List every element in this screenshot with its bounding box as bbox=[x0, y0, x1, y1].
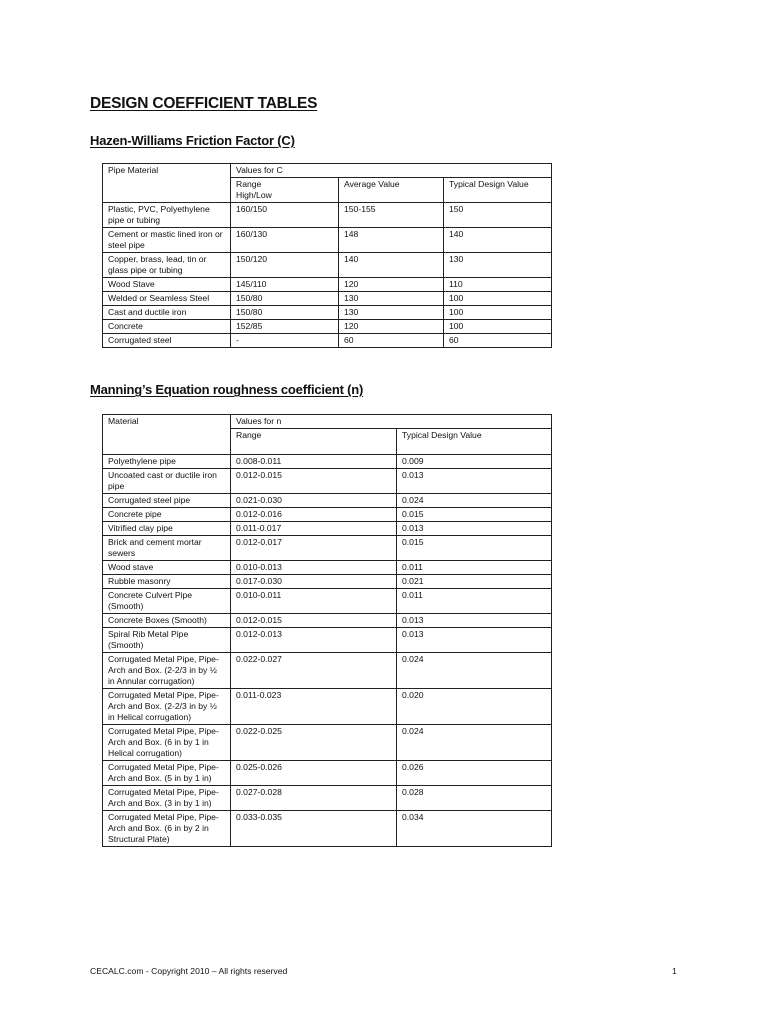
value-cell: 130 bbox=[444, 253, 552, 278]
value-cell: 0.013 bbox=[397, 469, 552, 494]
material-cell: Corrugated steel bbox=[103, 334, 231, 348]
value-cell: 0.015 bbox=[397, 536, 552, 561]
table-row bbox=[103, 575, 552, 589]
value-cell: 150/80 bbox=[231, 306, 339, 320]
table-row bbox=[103, 536, 552, 561]
value-cell: 0.010-0.011 bbox=[231, 589, 397, 614]
value-cell: 0.020 bbox=[397, 689, 552, 725]
value-cell: 0.017-0.030 bbox=[231, 575, 397, 589]
table-row bbox=[103, 292, 552, 306]
value-cell: 130 bbox=[339, 306, 444, 320]
value-cell: 0.024 bbox=[397, 725, 552, 761]
value-cell: 60 bbox=[339, 334, 444, 348]
table-row bbox=[103, 725, 552, 761]
value-cell: 0.024 bbox=[397, 653, 552, 689]
value-cell: 0.015 bbox=[397, 508, 552, 522]
table-row bbox=[103, 628, 552, 653]
table-row bbox=[103, 614, 552, 628]
value-cell: 100 bbox=[444, 292, 552, 306]
value-cell: 0.012-0.016 bbox=[231, 508, 397, 522]
value-cell: 0.025-0.026 bbox=[231, 761, 397, 786]
material-cell: Concrete Culvert Pipe (Smooth) bbox=[103, 589, 231, 614]
material-cell: Welded or Seamless Steel bbox=[103, 292, 231, 306]
value-cell: 0.022-0.027 bbox=[231, 653, 397, 689]
column-header-typical: Typical Design Value bbox=[397, 429, 552, 455]
table-row bbox=[103, 320, 552, 334]
material-cell: Corrugated Metal Pipe, Pipe-Arch and Box. (3 in by 1 in) bbox=[103, 786, 231, 811]
table-row bbox=[103, 653, 552, 689]
value-cell: 60 bbox=[444, 334, 552, 348]
material-cell: Corrugated Metal Pipe, Pipe-Arch and Box. (6 in by 2 in Structural Plate) bbox=[103, 811, 231, 847]
value-cell: 130 bbox=[339, 292, 444, 306]
value-cell: 120 bbox=[339, 278, 444, 292]
column-header-material: Material bbox=[103, 415, 231, 455]
value-cell: 0.009 bbox=[397, 455, 552, 469]
value-cell: 150/120 bbox=[231, 253, 339, 278]
material-cell: Rubble masonry bbox=[103, 575, 231, 589]
hazen-williams-heading: Hazen-Williams Friction Factor (C) bbox=[90, 133, 295, 148]
table-row bbox=[103, 522, 552, 536]
value-cell: 0.012-0.015 bbox=[231, 614, 397, 628]
column-header-range: Range High/Low bbox=[231, 178, 339, 203]
value-cell: 100 bbox=[444, 306, 552, 320]
table-row bbox=[103, 508, 552, 522]
value-cell: 0.013 bbox=[397, 614, 552, 628]
value-cell: 145/110 bbox=[231, 278, 339, 292]
material-cell: Corrugated Metal Pipe, Pipe-Arch and Box. (5 in by 1 in) bbox=[103, 761, 231, 786]
value-cell: 140 bbox=[339, 253, 444, 278]
manning-table bbox=[102, 414, 552, 847]
table-row bbox=[103, 589, 552, 614]
value-cell: 140 bbox=[444, 228, 552, 253]
material-cell: Cement or mastic lined iron or steel pipe bbox=[103, 228, 231, 253]
table-row bbox=[103, 494, 552, 508]
value-cell: 0.033-0.035 bbox=[231, 811, 397, 847]
value-cell: 148 bbox=[339, 228, 444, 253]
material-cell: Corrugated Metal Pipe, Pipe-Arch and Box. (6 in by 1 in Helical corrugation) bbox=[103, 725, 231, 761]
value-cell: 0.034 bbox=[397, 811, 552, 847]
material-cell: Wood Stave bbox=[103, 278, 231, 292]
table-row bbox=[103, 761, 552, 786]
column-header-typical: Typical Design Value bbox=[444, 178, 552, 203]
column-header-material: Pipe Material bbox=[103, 164, 231, 203]
value-cell: 150/80 bbox=[231, 292, 339, 306]
material-cell: Corrugated Metal Pipe, Pipe-Arch and Box. (2-2/3 in by ½ in Helical corrugation) bbox=[103, 689, 231, 725]
column-header-average: Average Value bbox=[339, 178, 444, 203]
material-cell: Brick and cement mortar sewers bbox=[103, 536, 231, 561]
column-header-range: Range bbox=[231, 429, 397, 455]
table-row bbox=[103, 811, 552, 847]
material-cell: Concrete pipe bbox=[103, 508, 231, 522]
material-cell: Corrugated steel pipe bbox=[103, 494, 231, 508]
table-row bbox=[103, 786, 552, 811]
value-cell: 0.026 bbox=[397, 761, 552, 786]
value-cell: 0.011-0.017 bbox=[231, 522, 397, 536]
table-row bbox=[103, 278, 552, 292]
material-cell: Plastic, PVC, Polyethylene pipe or tubing bbox=[103, 203, 231, 228]
page-title: DESIGN COEFFICIENT TABLES bbox=[90, 95, 318, 112]
material-cell: Vitrified clay pipe bbox=[103, 522, 231, 536]
value-cell: 0.011-0.023 bbox=[231, 689, 397, 725]
value-cell: 0.011 bbox=[397, 589, 552, 614]
table-header-row bbox=[103, 415, 552, 429]
value-cell: 0.012-0.017 bbox=[231, 536, 397, 561]
table-row bbox=[103, 203, 552, 228]
value-cell: 0.022-0.025 bbox=[231, 725, 397, 761]
value-cell: 0.021-0.030 bbox=[231, 494, 397, 508]
value-cell: 0.010-0.013 bbox=[231, 561, 397, 575]
value-cell: 0.013 bbox=[397, 522, 552, 536]
material-cell: Spiral Rib Metal Pipe (Smooth) bbox=[103, 628, 231, 653]
value-cell: 0.012-0.013 bbox=[231, 628, 397, 653]
column-header-values-for-n: Values for n bbox=[231, 415, 552, 429]
material-cell: Concrete Boxes (Smooth) bbox=[103, 614, 231, 628]
table-row bbox=[103, 228, 552, 253]
table-row bbox=[103, 455, 552, 469]
table-row bbox=[103, 561, 552, 575]
table-row bbox=[103, 334, 552, 348]
material-cell: Concrete bbox=[103, 320, 231, 334]
value-cell: 160/130 bbox=[231, 228, 339, 253]
value-cell: 0.028 bbox=[397, 786, 552, 811]
value-cell: 0.012-0.015 bbox=[231, 469, 397, 494]
value-cell: 160/150 bbox=[231, 203, 339, 228]
value-cell: 0.021 bbox=[397, 575, 552, 589]
hazen-williams-table bbox=[102, 163, 552, 348]
value-cell: 0.011 bbox=[397, 561, 552, 575]
value-cell: 100 bbox=[444, 320, 552, 334]
value-cell: 150 bbox=[444, 203, 552, 228]
manning-heading: Manning’s Equation roughness coefficient (n) bbox=[90, 382, 364, 397]
value-cell: - bbox=[231, 334, 339, 348]
material-cell: Uncoated cast or ductile iron pipe bbox=[103, 469, 231, 494]
column-header-values-for-c: Values for C bbox=[231, 164, 552, 178]
material-cell: Copper, brass, lead, tin or glass pipe or tubing bbox=[103, 253, 231, 278]
table-row bbox=[103, 253, 552, 278]
value-cell: 0.027-0.028 bbox=[231, 786, 397, 811]
value-cell: 110 bbox=[444, 278, 552, 292]
material-cell: Wood stave bbox=[103, 561, 231, 575]
value-cell: 152/85 bbox=[231, 320, 339, 334]
table-row bbox=[103, 306, 552, 320]
table-row bbox=[103, 469, 552, 494]
value-cell: 120 bbox=[339, 320, 444, 334]
value-cell: 0.008-0.011 bbox=[231, 455, 397, 469]
footer-copyright: CECALC.com - Copyright 2010 – All rights reserved bbox=[90, 966, 288, 976]
value-cell: 150-155 bbox=[339, 203, 444, 228]
page-number: 1 bbox=[672, 966, 677, 976]
table-row bbox=[103, 689, 552, 725]
value-cell: 0.024 bbox=[397, 494, 552, 508]
material-cell: Corrugated Metal Pipe, Pipe-Arch and Box. (2-2/3 in by ½ in Annular corrugation) bbox=[103, 653, 231, 689]
material-cell: Polyethylene pipe bbox=[103, 455, 231, 469]
material-cell: Cast and ductile iron bbox=[103, 306, 231, 320]
value-cell: 0.013 bbox=[397, 628, 552, 653]
table-header-row bbox=[103, 164, 552, 178]
